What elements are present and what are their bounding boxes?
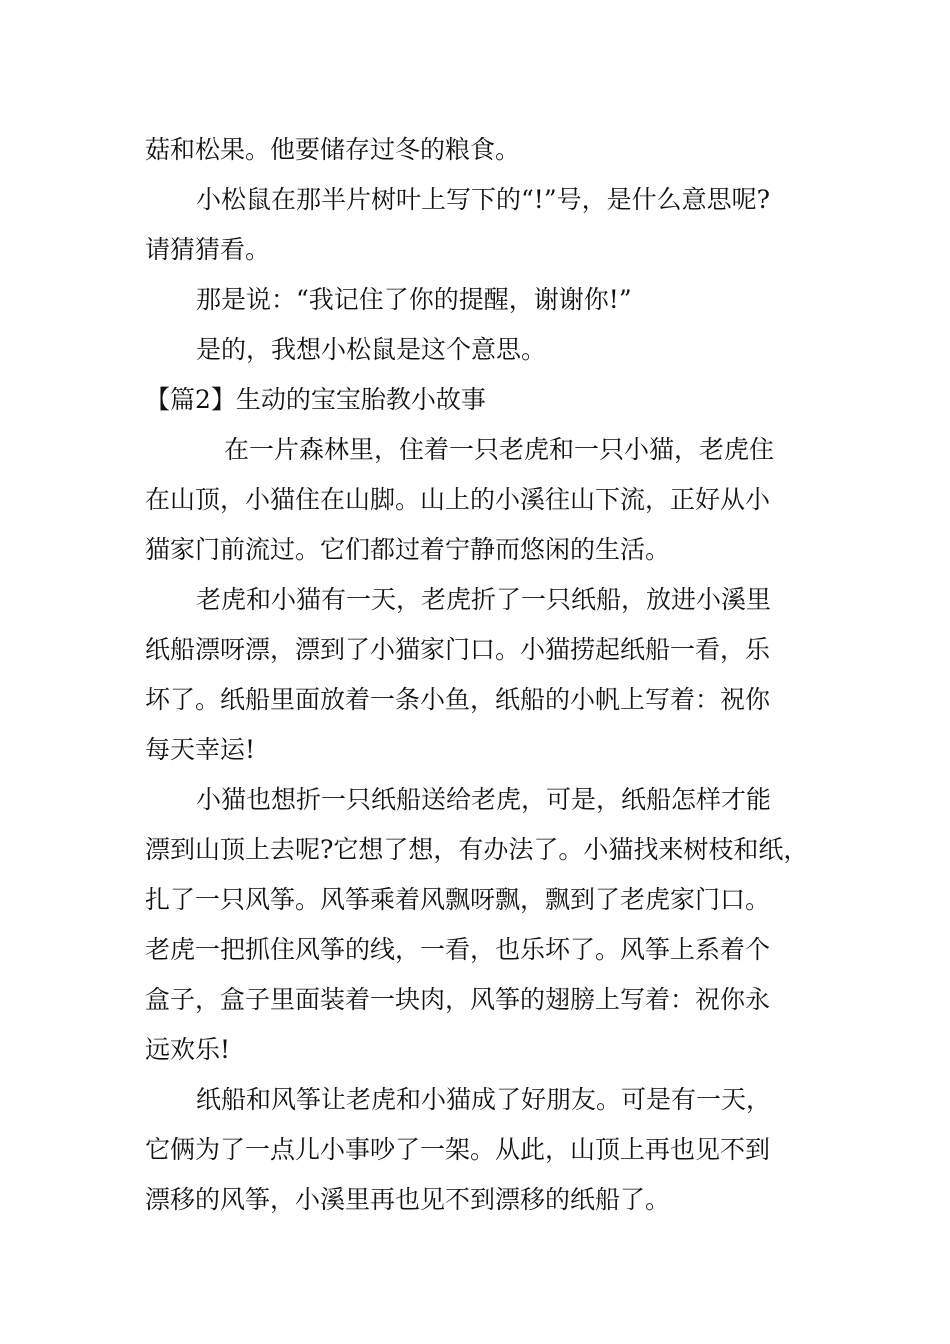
text-line: 小松鼠在那半片树叶上写下的“!”号，是什么意思呢? [196, 185, 771, 214]
text-line: 菇和松果。他要储存过冬的粮食。 [145, 135, 521, 164]
section-heading: 【篇2】生动的宝宝胎教小故事 [145, 385, 486, 414]
text-line: 猫家门前流过。它们都过着宁静而悠闲的生活。 [145, 535, 671, 564]
text-line: 纸船漂呀漂，漂到了小猫家门口。小猫捞起纸船一看，乐 [145, 635, 771, 664]
text-line: 它俩为了一点儿小事吵了一架。从此，山顶上再也见不到 [145, 1135, 771, 1164]
text-line: 小猫也想折一只纸船送给老虎，可是，纸船怎样才能 [196, 785, 772, 814]
text-line: 在一片森林里，住着一只老虎和一只小猫，老虎住 [224, 435, 775, 464]
text-line: 请猜猜看。 [145, 235, 271, 264]
text-line: 老虎一把抓住风筝的线，一看，也乐坏了。风筝上系着个 [145, 935, 771, 964]
text-line: 那是说：“我记住了你的提醒，谢谢你!” [196, 285, 632, 314]
text-line: 老虎和小猫有一天，老虎折了一只纸船，放进小溪里 [196, 585, 772, 614]
text-line: 漂到山顶上去呢?它想了想，有办法了。小猫找来树枝和纸， [145, 835, 809, 864]
text-line: 纸船和风筝让老虎和小猫成了好朋友。可是有一天， [196, 1085, 772, 1114]
text-line: 扎了一只风筝。风筝乘着风飘呀飘，飘到了老虎家门口。 [145, 885, 771, 914]
text-line: 盒子，盒子里面装着一块肉，风筝的翅膀上写着：祝你永 [145, 985, 771, 1014]
text-line: 每天幸运! [145, 735, 256, 764]
text-line: 在山顶，小猫住在山脚。山上的小溪往山下流，正好从小 [145, 485, 771, 514]
text-line: 是的，我想小松鼠是这个意思。 [196, 335, 547, 364]
text-line: 坏了。纸船里面放着一条小鱼，纸船的小帆上写着：祝你 [145, 685, 771, 714]
text-line: 远欢乐! [145, 1035, 231, 1064]
text-line: 漂移的风筝，小溪里再也见不到漂移的纸船了。 [145, 1185, 671, 1214]
